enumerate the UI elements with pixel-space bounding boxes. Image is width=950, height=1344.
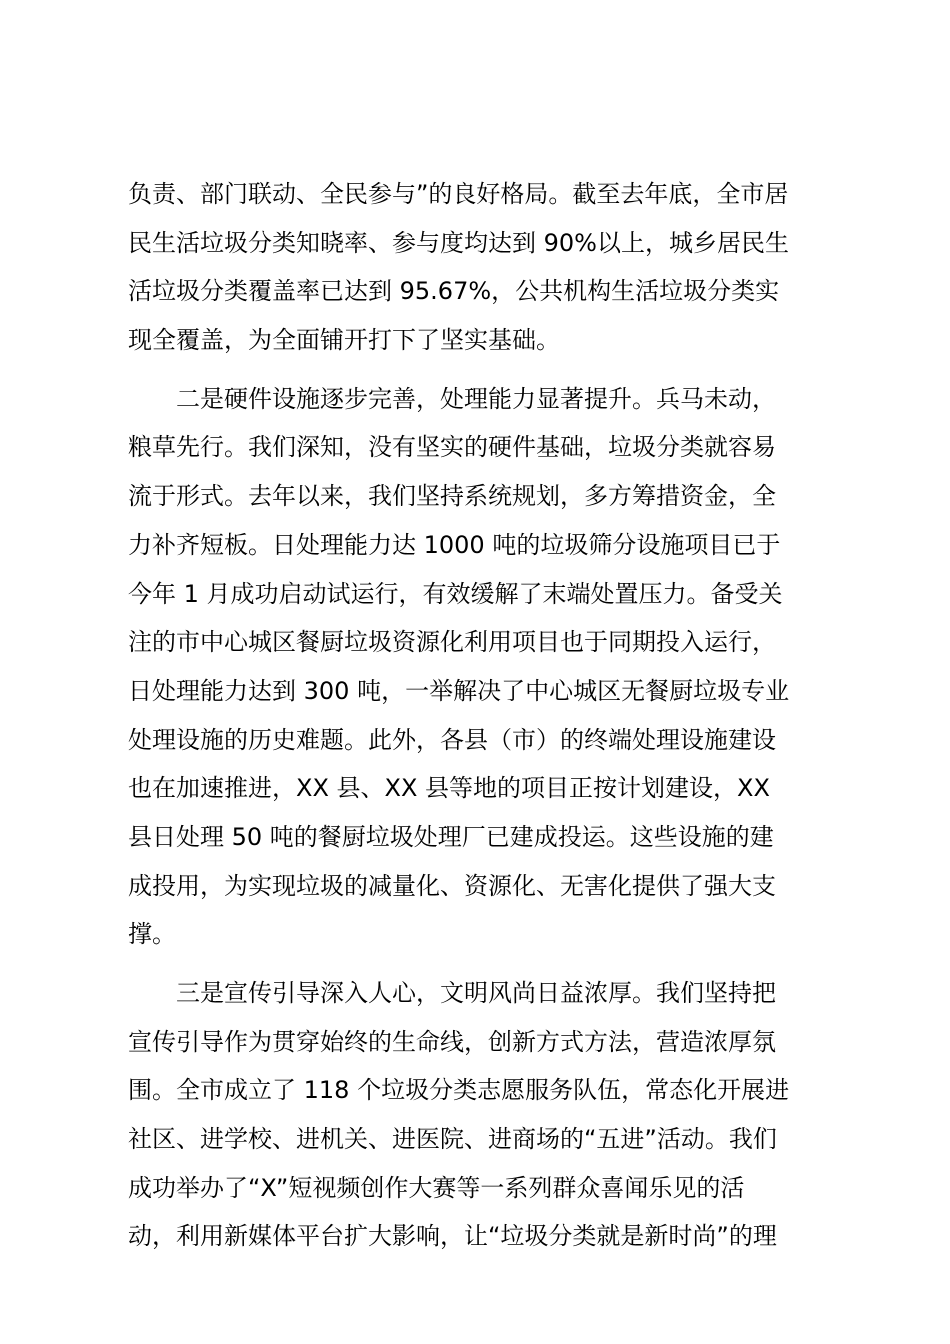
text-line: 动，利用新媒体平台扩大影响，让“垃圾分类就是新时尚”的理 xyxy=(128,1222,777,1251)
body-text xyxy=(128,170,828,1261)
text-line: 成功举办了“X”短视频创作大赛等一系列群众喜闻乐见的活 xyxy=(128,1173,745,1202)
text-line: 处理设施的历史难题。此外，各县（市）的终端处理设施建设 xyxy=(128,725,776,754)
text-line: 也在加速推进，XX 县、XX 县等地的项目正按计划建设，XX xyxy=(128,774,770,803)
text-line: 宣传引导作为贯穿始终的生命线，创新方式方法，营造浓厚氛 xyxy=(128,1027,776,1056)
text-line: 二是硬件设施逐步完善，处理能力显著提升。兵马未动， xyxy=(176,384,776,413)
text-line: 注的市中心城区餐厨垃圾资源化利用项目也于同期投入运行， xyxy=(128,628,776,657)
text-line: 民生活垃圾分类知晓率、参与度均达到 90%以上，城乡居民生 xyxy=(128,228,789,257)
text-line: 粮草先行。我们深知，没有坚实的硬件基础，垃圾分类就容易 xyxy=(128,433,776,462)
text-line: 撑。 xyxy=(128,920,176,949)
text-line: 三是宣传引导深入人心，文明风尚日益浓厚。我们坚持把 xyxy=(176,979,776,1007)
text-line: 围。全市成立了 118 个垃圾分类志愿服务队伍，常态化开展进 xyxy=(128,1076,790,1105)
text-line: 县日处理 50 吨的餐厨垃圾处理厂已建成投运。这些设施的建 xyxy=(128,822,774,851)
text-line: 社区、进学校、进机关、进医院、进商场的“五进”活动。我们 xyxy=(128,1125,777,1154)
text-line: 日处理能力达到 300 吨，一举解决了中心城区无餐厨垃圾专业 xyxy=(128,676,790,705)
text-line: 力补齐短板。日处理能力达 1000 吨的垃圾筛分设施项目已于 xyxy=(128,530,781,559)
text-line: 流于形式。去年以来，我们坚持系统规划，多方筹措资金，全 xyxy=(128,482,776,511)
text-line: 负责、部门联动、全民参与”的良好格局。截至去年底，全市居 xyxy=(128,180,789,208)
text-line: 今年 1 月成功启动试运行，有效缓解了末端处置压力。备受关 xyxy=(128,579,783,608)
text-line: 活垃圾分类覆盖率已达到 95.67%，公共机构生活垃圾分类实 xyxy=(128,277,780,306)
text-line: 成投用，为实现垃圾的减量化、资源化、无害化提供了强大支 xyxy=(128,871,776,900)
text-line: 现全覆盖，为全面铺开打下了坚实基础。 xyxy=(128,326,560,355)
